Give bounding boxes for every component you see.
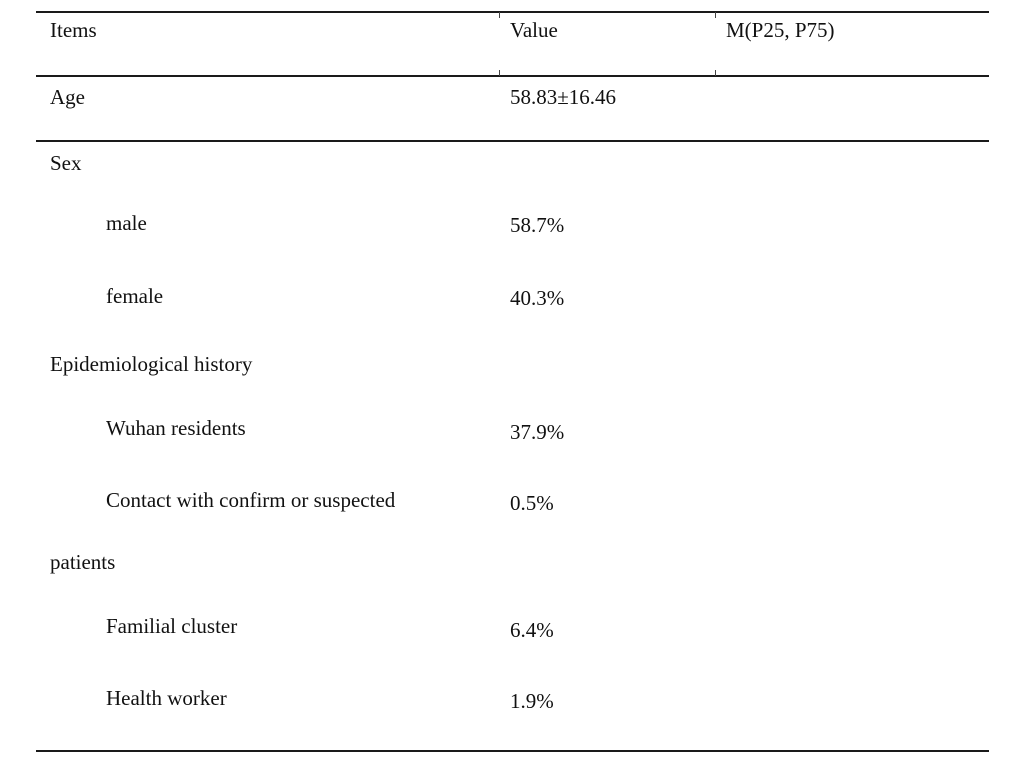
column-separator xyxy=(715,70,716,76)
row-wuhan-label: Wuhan residents xyxy=(106,416,246,440)
column-separator xyxy=(715,12,716,18)
row-familial-value: 6.4% xyxy=(510,618,554,642)
row-female-value: 40.3% xyxy=(510,286,565,310)
age-rule xyxy=(36,140,989,142)
row-male-label: male xyxy=(106,211,147,235)
row-sex-label: Sex xyxy=(50,151,82,175)
row-wuhan-value: 37.9% xyxy=(510,420,565,444)
row-contact-value: 0.5% xyxy=(510,491,554,515)
row-contact-label: Contact with confirm or suspected xyxy=(106,488,396,512)
header-items: Items xyxy=(50,18,97,42)
row-age-value: 58.83±16.46 xyxy=(510,85,617,109)
row-epi-label: Epidemiological history xyxy=(50,352,253,376)
header-value: Value xyxy=(510,18,558,42)
column-separator xyxy=(499,12,500,18)
row-male-value: 58.7% xyxy=(510,213,565,237)
column-separator xyxy=(499,70,500,76)
row-health-label: Health worker xyxy=(106,686,227,710)
header-rule xyxy=(36,75,989,77)
header-median: M(P25, P75) xyxy=(726,18,835,42)
row-familial-label: Familial cluster xyxy=(106,614,238,638)
row-female-label: female xyxy=(106,284,164,308)
row-age-label: Age xyxy=(50,85,85,109)
bottom-rule xyxy=(36,750,989,752)
top-rule xyxy=(36,11,989,13)
row-health-value: 1.9% xyxy=(510,689,554,713)
row-patients-label: patients xyxy=(50,550,116,574)
